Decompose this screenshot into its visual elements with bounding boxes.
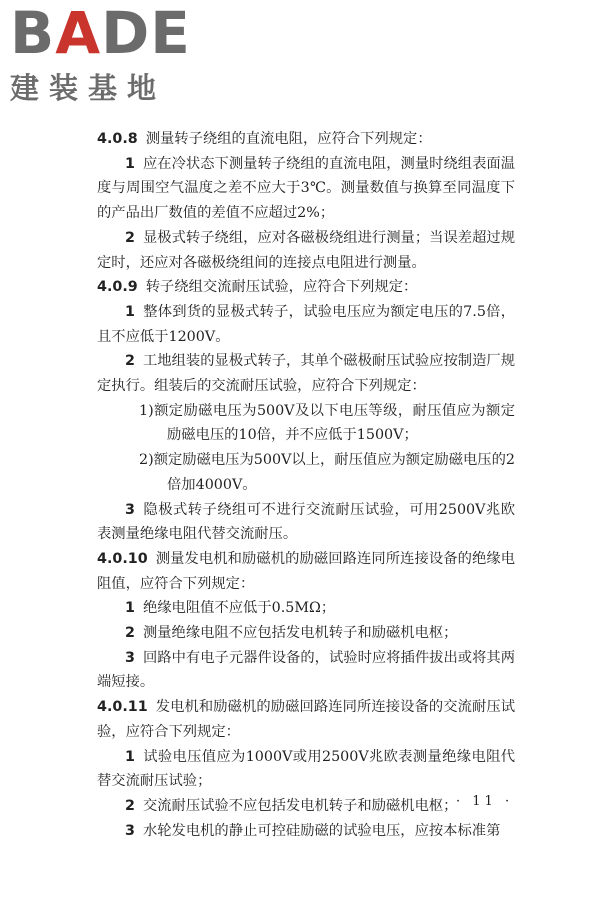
clause-item xyxy=(97,745,515,794)
item-number: 3 xyxy=(125,501,135,518)
clause-item xyxy=(97,498,515,547)
clause-item xyxy=(97,819,515,844)
clause-item xyxy=(97,621,515,646)
logo-letter-b: B xyxy=(10,0,56,67)
item-number: 1 xyxy=(125,600,135,617)
clause-number: 4.0.11 xyxy=(97,699,148,716)
clause-item xyxy=(97,300,515,349)
item-text: 回路中有电子元器件设备的，试验时应将插件拔出或将其两端短接。 xyxy=(97,649,515,691)
item-text: 绝缘电阻值不应低于0.5MΩ； xyxy=(142,600,336,617)
clause-text: 测量转子绕组的直流电阻，应符合下列规定： xyxy=(145,131,432,147)
clause-item xyxy=(97,152,515,226)
subitem-text: 额定励磁电压为500V以上，耐压值应为额定励磁电压的2倍加4000V。 xyxy=(153,452,515,493)
clause-text: 发电机和励磁机的励磁回路连同所连接设备的交流耐压试验，应符合下列规定： xyxy=(97,699,515,740)
logo-letters-de: DE xyxy=(101,0,191,67)
clause-subitem xyxy=(97,399,515,448)
bade-logo xyxy=(10,0,191,105)
item-number: 3 xyxy=(125,822,135,839)
clause-item xyxy=(97,226,515,275)
logo-letter-a: A xyxy=(55,0,102,67)
clause-4-0-8 xyxy=(97,127,515,152)
item-text: 整体到货的显极式转子，试验电压应为额定电压的7.5倍，且不应低于1200V。 xyxy=(97,303,515,345)
page-number: · 11 · xyxy=(456,794,514,809)
clause-number: 4.0.9 xyxy=(97,279,138,296)
clause-4-0-10 xyxy=(97,547,515,596)
item-text: 测量绝缘电阻不应包括发电机转子和励磁机电枢； xyxy=(142,625,458,642)
logo-subtitle: 建装基地 xyxy=(10,71,167,105)
item-text: 显极式转子绕组，应对各磁极绕组进行测量；当误差超过规定时，还应对各磁极绕组间的连接点电阻进行测量。 xyxy=(97,229,515,271)
item-text: 水轮发电机的静止可控硅励磁的试验电压，应按本标准第 xyxy=(142,822,501,839)
item-number: 1 xyxy=(125,303,135,320)
clause-subitem xyxy=(97,448,515,497)
item-text: 隐极式转子绕组可不进行交流耐压试验，可用2500V兆欧表测量绝缘电阻代替交流耐压。 xyxy=(97,501,515,543)
clause-number: 4.0.10 xyxy=(97,550,148,567)
clause-item xyxy=(97,646,515,695)
clause-4-0-11 xyxy=(97,695,515,744)
item-number: 2 xyxy=(125,229,135,246)
item-number: 2 xyxy=(125,797,135,814)
clause-4-0-9 xyxy=(97,275,515,300)
item-text: 试验电压值应为1000V或用2500V兆欧表测量绝缘电阻代替交流耐压试验； xyxy=(97,748,515,790)
subitem-marker: 2) xyxy=(139,452,154,469)
clause-text: 测量发电机和励磁机的励磁回路连同所连接设备的绝缘电阻值，应符合下列规定： xyxy=(97,550,515,592)
document-body xyxy=(97,127,515,843)
item-number: 2 xyxy=(125,353,135,370)
clause-item xyxy=(97,794,515,819)
logo-wordmark xyxy=(10,0,191,67)
item-text: 交流耐压试验不应包括发电机转子和励磁机电枢； xyxy=(142,797,458,814)
subitem-marker: 1) xyxy=(139,402,154,419)
clause-text: 转子绕组交流耐压试验，应符合下列规定： xyxy=(145,279,418,296)
item-text: 应在冷状态下测量转子绕组的直流电阻，测量时绕组表面温度与周围空气温度之差不应大于3℃。测量数值与换算至同温度下的产品出厂数值的差值不应超过2%； xyxy=(97,155,515,222)
clause-item xyxy=(97,596,515,621)
item-number: 3 xyxy=(125,649,135,666)
clause-item xyxy=(97,349,515,398)
item-number: 1 xyxy=(125,155,135,172)
item-number: 1 xyxy=(125,748,135,765)
item-text: 工地组装的显极式转子，其单个磁极耐压试验应按制造厂规定执行。组装后的交流耐压试验，应符合下列规定： xyxy=(97,353,515,395)
clause-number: 4.0.8 xyxy=(97,131,138,147)
item-number: 2 xyxy=(125,625,135,642)
subitem-text: 额定励磁电压为500V及以下电压等级，耐压值应为额定励磁电压的10倍，并不应低于1500V； xyxy=(153,402,515,444)
